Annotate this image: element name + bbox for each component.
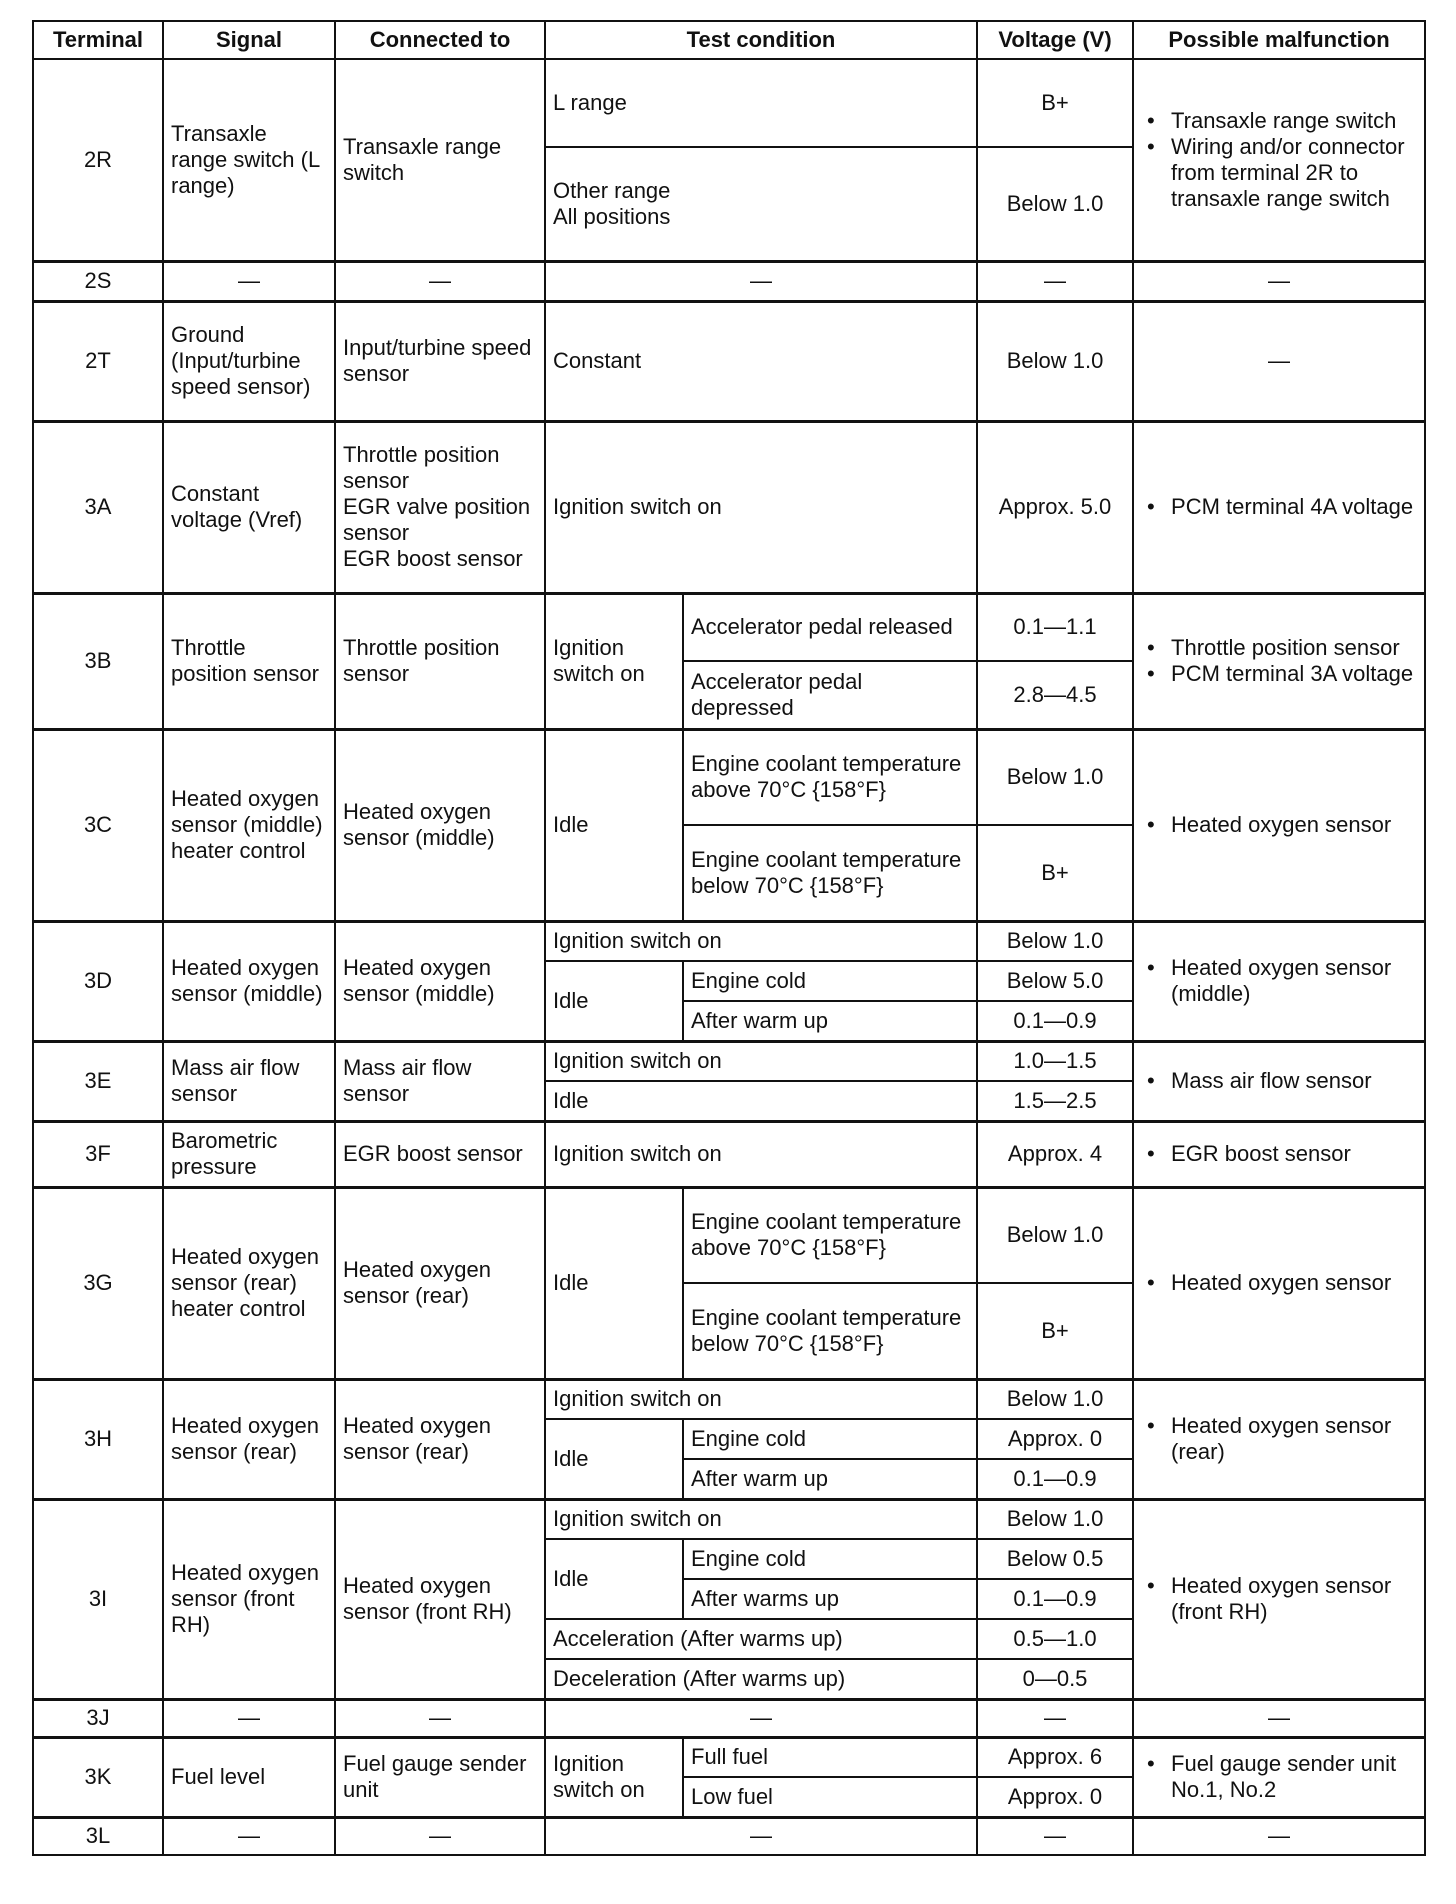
terminal-cell: 2T [33, 301, 163, 421]
voltage-cell: 2.8—4.5 [977, 661, 1133, 729]
table-row [33, 1187, 1425, 1283]
malfunction-cell [1133, 1041, 1425, 1121]
header-terminal: Terminal [33, 21, 163, 59]
signal-cell: Heated oxygen sensor (middle) [163, 921, 335, 1041]
signal-cell: Heated oxygen sensor (rear) [163, 1379, 335, 1499]
connected-line: Throttle position sensor [343, 442, 500, 493]
condition-cell: L range [545, 59, 977, 147]
voltage-cell: — [977, 1817, 1133, 1855]
terminal-cell: 3F [33, 1121, 163, 1187]
voltage-cell: Below 0.5 [977, 1539, 1133, 1579]
condition-cell: Acceleration (After warms up) [545, 1619, 977, 1659]
terminal-voltage-table-sheet [32, 20, 1426, 1856]
condition-cell: Ignition switch on [545, 1379, 977, 1419]
subcondition-cell: Engine coolant temperature above 70°C {158°F} [683, 729, 977, 825]
malfunction-item: • Heated oxygen sensor [1141, 1270, 1417, 1296]
signal-cell: Throttle position sensor [163, 593, 335, 729]
voltage-cell: 0.1—0.9 [977, 1459, 1133, 1499]
table-row [33, 729, 1425, 825]
subcondition-cell: Engine cold [683, 961, 977, 1001]
table-row [33, 59, 1425, 147]
signal-cell: Ground (Input/turbine speed sensor) [163, 301, 335, 421]
voltage-cell: B+ [977, 59, 1133, 147]
condition-cell: Idle [545, 1419, 683, 1499]
terminal-cell: 2R [33, 59, 163, 261]
table-row [33, 261, 1425, 301]
malfunction-cell: — [1133, 261, 1425, 301]
terminal-cell: 3B [33, 593, 163, 729]
connected-cell: — [335, 261, 545, 301]
table-row [33, 1817, 1425, 1855]
voltage-cell: 0.1—0.9 [977, 1001, 1133, 1041]
connected-line: EGR valve position sensor [343, 494, 531, 545]
table-row [33, 421, 1425, 593]
subcondition-cell: Accelerator pedal depressed [683, 661, 977, 729]
condition-cell [545, 147, 977, 261]
malfunction-cell: — [1133, 301, 1425, 421]
voltage-cell: Approx. 0 [977, 1777, 1133, 1817]
malfunction-item: • PCM terminal 4A voltage [1141, 494, 1417, 520]
voltage-cell: Below 1.0 [977, 301, 1133, 421]
condition-cell: Idle [545, 1081, 977, 1121]
signal-cell: — [163, 1699, 335, 1737]
signal-cell: — [163, 1817, 335, 1855]
malfunction-cell [1133, 421, 1425, 593]
signal-cell: Mass air flow sensor [163, 1041, 335, 1121]
connected-cell: Heated oxygen sensor (middle) [335, 921, 545, 1041]
malfunction-cell [1133, 1499, 1425, 1699]
malfunction-cell [1133, 593, 1425, 729]
condition-cell: Idle [545, 1187, 683, 1379]
connected-cell: Heated oxygen sensor (front RH) [335, 1499, 545, 1699]
voltage-cell: Below 1.0 [977, 1379, 1133, 1419]
condition-cell: Ignition switch on [545, 1041, 977, 1081]
voltage-cell: Below 1.0 [977, 1187, 1133, 1283]
condition-cell: Idle [545, 1539, 683, 1619]
terminal-cell: 3E [33, 1041, 163, 1121]
voltage-cell: 0.1—1.1 [977, 593, 1133, 661]
condition-line: Other range [553, 177, 671, 203]
malfunction-item: • Heated oxygen sensor [1141, 812, 1417, 838]
connected-cell: Fuel gauge sender unit [335, 1737, 545, 1817]
voltage-cell: Below 1.0 [977, 729, 1133, 825]
terminal-cell: 3K [33, 1737, 163, 1817]
voltage-cell: 0.5—1.0 [977, 1619, 1133, 1659]
condition-cell: Ignition switch on [545, 593, 683, 729]
malfunction-cell: — [1133, 1817, 1425, 1855]
voltage-cell: 1.0—1.5 [977, 1041, 1133, 1081]
signal-cell: Heated oxygen sensor (rear) heater control [163, 1187, 335, 1379]
terminal-cell: 3C [33, 729, 163, 921]
connected-cell: Heated oxygen sensor (middle) [335, 729, 545, 921]
signal-cell: Fuel level [163, 1737, 335, 1817]
table-row [33, 593, 1425, 661]
voltage-cell: — [977, 261, 1133, 301]
connected-cell: Throttle position sensor [335, 593, 545, 729]
connected-cell: EGR boost sensor [335, 1121, 545, 1187]
malfunction-item: • Heated oxygen sensor (rear) [1141, 1413, 1417, 1465]
condition-line: All positions [553, 203, 671, 229]
voltage-cell: 0.1—0.9 [977, 1579, 1133, 1619]
signal-cell: Heated oxygen sensor (front RH) [163, 1499, 335, 1699]
connected-line: EGR boost sensor [343, 546, 523, 571]
voltage-cell: Below 1.0 [977, 147, 1133, 261]
condition-cell: Ignition switch on [545, 421, 977, 593]
voltage-cell: — [977, 1699, 1133, 1737]
voltage-cell: B+ [977, 825, 1133, 921]
terminal-cell: 3G [33, 1187, 163, 1379]
voltage-cell: Approx. 6 [977, 1737, 1133, 1777]
connected-cell: Heated oxygen sensor (rear) [335, 1187, 545, 1379]
voltage-cell: B+ [977, 1283, 1133, 1379]
malfunction-item: • Transaxle range switch [1141, 108, 1417, 134]
connected-cell: Mass air flow sensor [335, 1041, 545, 1121]
terminal-cell: 2S [33, 261, 163, 301]
subcondition-cell: Engine cold [683, 1419, 977, 1459]
connected-cell: Transaxle range switch [335, 59, 545, 261]
header-test-condition: Test condition [545, 21, 977, 59]
table-row [33, 301, 1425, 421]
terminal-cell: 3J [33, 1699, 163, 1737]
malfunction-cell [1133, 1187, 1425, 1379]
subcondition-cell: Low fuel [683, 1777, 977, 1817]
condition-cell: Ignition switch on [545, 1499, 977, 1539]
malfunction-cell [1133, 729, 1425, 921]
malfunction-cell: — [1133, 1699, 1425, 1737]
voltage-cell: Below 1.0 [977, 921, 1133, 961]
connected-cell: Heated oxygen sensor (rear) [335, 1379, 545, 1499]
table-row [33, 1499, 1425, 1539]
voltage-cell: Below 1.0 [977, 1499, 1133, 1539]
header-possible-malfunction: Possible malfunction [1133, 21, 1425, 59]
terminal-cell: 3I [33, 1499, 163, 1699]
subcondition-cell: After warm up [683, 1459, 977, 1499]
subcondition-cell: Full fuel [683, 1737, 977, 1777]
condition-cell: Ignition switch on [545, 1121, 977, 1187]
connected-cell: — [335, 1817, 545, 1855]
voltage-cell: 1.5—2.5 [977, 1081, 1133, 1121]
header-row [33, 21, 1425, 59]
condition-cell: Ignition switch on [545, 921, 977, 961]
subcondition-cell: Accelerator pedal released [683, 593, 977, 661]
malfunction-item: • Mass air flow sensor [1141, 1068, 1417, 1094]
condition-cell: Deceleration (After warms up) [545, 1659, 977, 1699]
malfunction-cell [1133, 1121, 1425, 1187]
table-row [33, 1379, 1425, 1419]
malfunction-item: • EGR boost sensor [1141, 1141, 1417, 1167]
malfunction-cell [1133, 1737, 1425, 1817]
malfunction-item: • Fuel gauge sender unit No.1, No.2 [1141, 1751, 1417, 1803]
condition-cell: — [545, 261, 977, 301]
malfunction-cell [1133, 921, 1425, 1041]
connected-cell: — [335, 1699, 545, 1737]
table-row [33, 1041, 1425, 1081]
voltage-cell: Approx. 0 [977, 1419, 1133, 1459]
terminal-cell: 3H [33, 1379, 163, 1499]
signal-cell: — [163, 261, 335, 301]
subcondition-cell: After warms up [683, 1579, 977, 1619]
malfunction-item: • Wiring and/or connector from terminal 2R to transaxle range switch [1141, 134, 1417, 212]
table-row [33, 1699, 1425, 1737]
signal-cell: Transaxle range switch (L range) [163, 59, 335, 261]
condition-cell: — [545, 1699, 977, 1737]
voltage-cell: Approx. 4 [977, 1121, 1133, 1187]
terminal-cell: 3A [33, 421, 163, 593]
header-signal: Signal [163, 21, 335, 59]
header-connected-to: Connected to [335, 21, 545, 59]
voltage-cell: Approx. 5.0 [977, 421, 1133, 593]
condition-cell: Constant [545, 301, 977, 421]
subcondition-cell: Engine coolant temperature below 70°C {158°F} [683, 1283, 977, 1379]
header-voltage: Voltage (V) [977, 21, 1133, 59]
pcm-terminal-voltage-table [32, 20, 1426, 1856]
table-row [33, 921, 1425, 961]
terminal-cell: 3L [33, 1817, 163, 1855]
malfunction-cell [1133, 59, 1425, 261]
terminal-cell: 3D [33, 921, 163, 1041]
malfunction-cell [1133, 1379, 1425, 1499]
condition-cell: — [545, 1817, 977, 1855]
table-row [33, 1737, 1425, 1777]
subcondition-cell: Engine coolant temperature below 70°C {158°F} [683, 825, 977, 921]
connected-cell [335, 421, 545, 593]
voltage-cell: 0—0.5 [977, 1659, 1133, 1699]
table-row [33, 1121, 1425, 1187]
condition-cell: Ignition switch on [545, 1737, 683, 1817]
condition-cell: Idle [545, 961, 683, 1041]
subcondition-cell: Engine cold [683, 1539, 977, 1579]
malfunction-item: • PCM terminal 3A voltage [1141, 661, 1417, 687]
malfunction-item: • Heated oxygen sensor (front RH) [1141, 1573, 1417, 1625]
subcondition-cell: After warm up [683, 1001, 977, 1041]
voltage-cell: Below 5.0 [977, 961, 1133, 1001]
condition-cell: Idle [545, 729, 683, 921]
malfunction-item: • Throttle position sensor [1141, 635, 1417, 661]
malfunction-item: • Heated oxygen sensor (middle) [1141, 955, 1417, 1007]
subcondition-cell: Engine coolant temperature above 70°C {158°F} [683, 1187, 977, 1283]
connected-cell: Input/turbine speed sensor [335, 301, 545, 421]
signal-cell: Barometric pressure [163, 1121, 335, 1187]
signal-cell: Heated oxygen sensor (middle) heater control [163, 729, 335, 921]
signal-cell: Constant voltage (Vref) [163, 421, 335, 593]
